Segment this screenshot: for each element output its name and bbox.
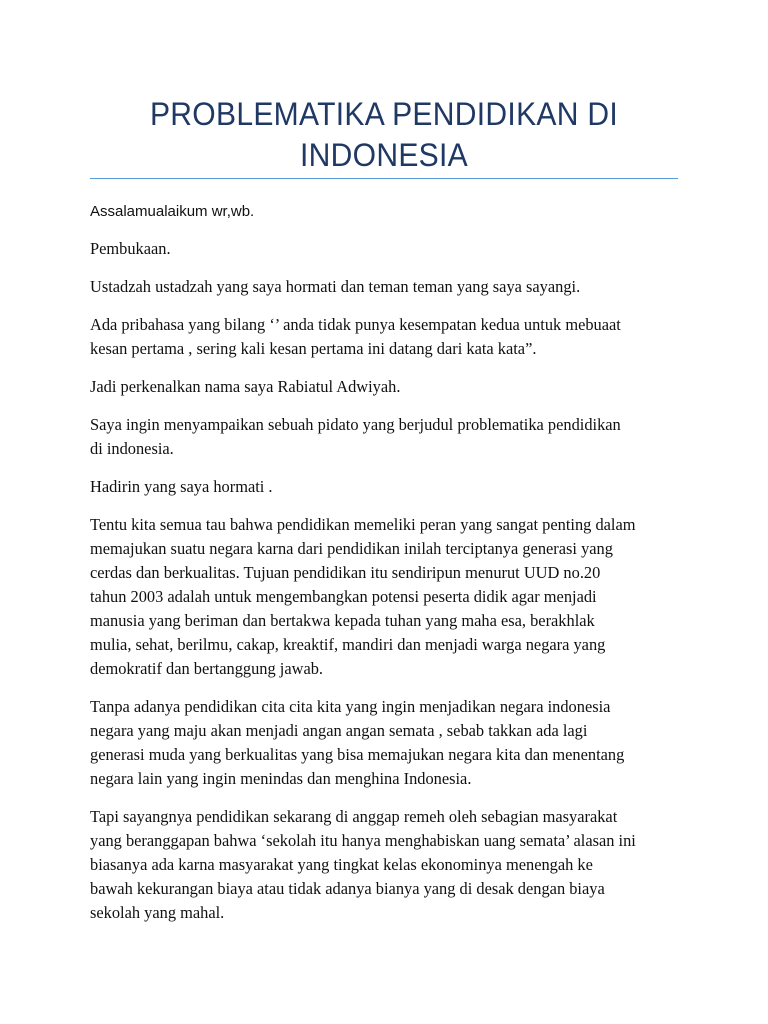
paragraph-audience: Hadirin yang saya hormati . bbox=[90, 477, 273, 496]
paragraph-proverb: Ada pribahasa yang bilang ‘’ anda tidak punya kesempatan kedua untuk mebuaat kesan pertama , sering kali kesan pertama ini datang dari kata kata”. bbox=[90, 315, 621, 358]
greeting-line: Assalamualaikum wr,wb. bbox=[90, 203, 255, 220]
paragraph-problem: Tapi sayangnya pendidikan sekarang di anggap remeh oleh sebagian masyarakat yang beranggapan bahwa ‘sekolah itu hanya menghabiskan uang semata’ alasan ini biasanya ada karna masyarakat yang tingkat kelas ekonominya menengah ke bawah kekurangan biaya atau tidak adanya bianya yang di desak dengan biaya sekolah yang mahal. bbox=[90, 807, 636, 922]
title-underline-rule bbox=[90, 178, 678, 179]
document-title: PROBLEMATIKA PENDIDIKAN DI INDONESIA bbox=[149, 96, 619, 173]
paragraph-opening: Pembukaan. bbox=[90, 239, 171, 258]
paragraph-topic: Saya ingin menyampaikan sebuah pidato yang berjudul problematika pendidikan di indonesia. bbox=[90, 415, 621, 458]
paragraph-education-role: Tentu kita semua tau bahwa pendidikan memeliki peran yang sangat penting dalam memajukan suatu negara karna dari pendidikan inilah terciptanya generasi yang cerdas dan berkualitas. Tujuan pendidikan itu sendiripun menurut UUD no.20 tahun 2003 adalah untuk mengembangkan potensi peserta didik agar menjadi manusia yang beriman dan bertakwa kepada tuhan yang maha esa, berakhlak mulia, sehat, berilmu, cakap, kreaktif, mandiri dan menjadi warga negara yang demokratif dan bertanggung jawab. bbox=[90, 515, 636, 678]
paragraph-without-education: Tanpa adanya pendidikan cita cita kita yang ingin menjadikan negara indonesia negara yang maju akan menjadi angan angan semata , sebab takkan ada lagi generasi muda yang berkualitas yang bisa memajukan negara kita dan menentang negara lain yang ingin menindas dan menghina Indonesia. bbox=[90, 697, 625, 788]
document-body bbox=[90, 200, 680, 939]
paragraph-salutation: Ustadzah ustadzah yang saya hormati dan teman teman yang saya sayangi. bbox=[90, 277, 581, 296]
paragraph-introduction: Jadi perkenalkan nama saya Rabiatul Adwiyah. bbox=[90, 377, 401, 396]
